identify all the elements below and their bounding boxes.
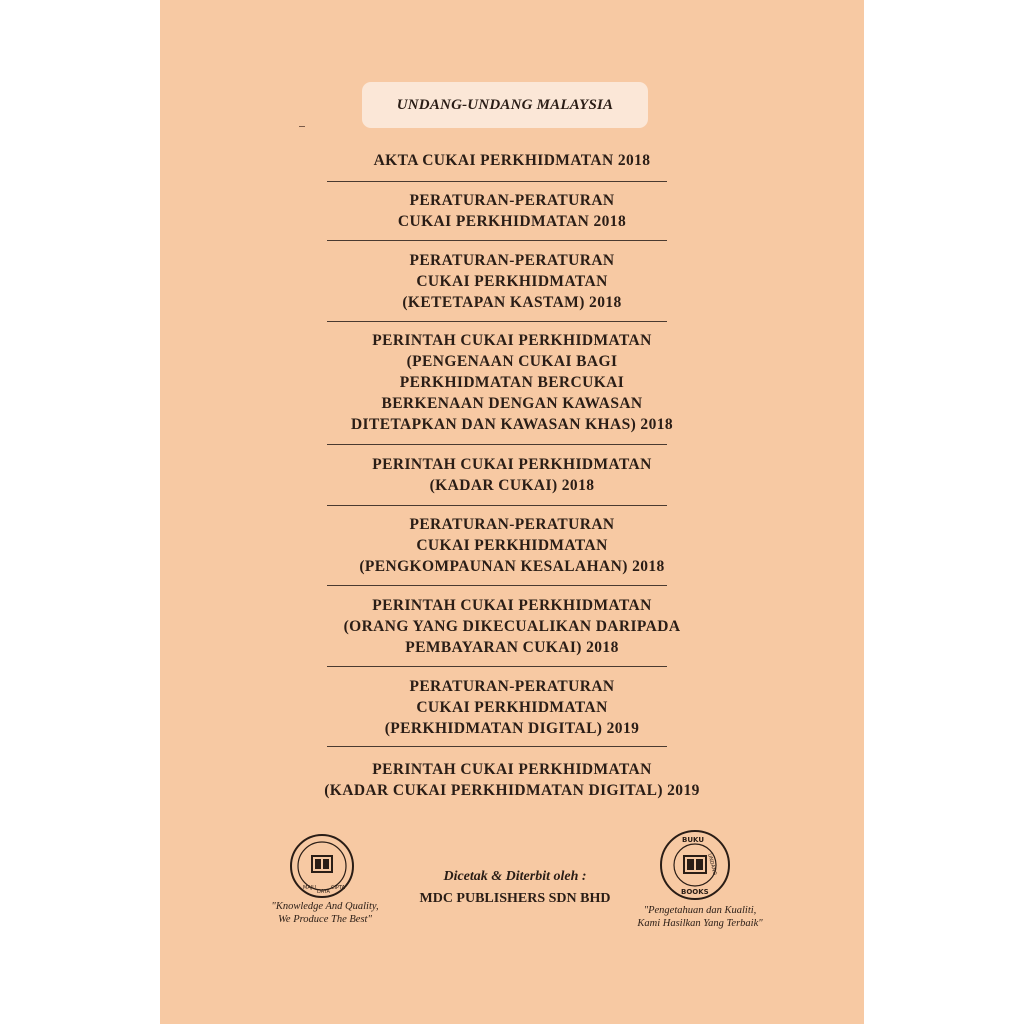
title-item bbox=[160, 759, 864, 801]
title-line: PERKHIDMATAN BERCUKAI bbox=[399, 374, 625, 391]
title-item bbox=[160, 676, 864, 739]
series-label-box bbox=[362, 82, 648, 128]
title-line: PERATURAN-PERATURAN bbox=[409, 252, 615, 269]
left-tagline bbox=[255, 900, 395, 926]
title-line: PEMBAYARAN CUKAI) 2018 bbox=[405, 639, 619, 656]
divider-rule bbox=[327, 321, 667, 322]
logo-text: CIPTA bbox=[331, 885, 346, 891]
title-line: PERINTAH CUKAI PERKHIDMATAN bbox=[372, 456, 652, 473]
publisher-block bbox=[375, 866, 655, 910]
cover-speck bbox=[299, 126, 305, 127]
publisher-footer bbox=[160, 820, 864, 940]
title-item bbox=[160, 454, 864, 496]
mdc-logo-icon bbox=[290, 834, 354, 898]
tagline-line: "Knowledge And Quality, bbox=[271, 901, 379, 912]
title-line: (ORANG YANG DIKECUALIKAN DARIPADA bbox=[343, 618, 681, 635]
tagline-line: We Produce The Best" bbox=[278, 914, 372, 925]
buku-books-logo-icon bbox=[660, 830, 730, 900]
logo-text: BUKU bbox=[682, 836, 705, 844]
divider-rule bbox=[327, 585, 667, 586]
title-line: CUKAI PERKHIDMATAN 2018 bbox=[397, 213, 627, 230]
logo-text: MAJU bbox=[303, 885, 316, 891]
logo-text: BOOKS bbox=[681, 888, 709, 896]
title-line: (KADAR CUKAI PERKHIDMATAN DIGITAL) 2019 bbox=[324, 782, 700, 799]
publisher-label: Dicetak & Diterbit oleh : bbox=[443, 869, 587, 884]
title-item bbox=[160, 190, 864, 232]
title-line: (PERKHIDMATAN DIGITAL) 2019 bbox=[384, 720, 640, 737]
title-line: (PENGKOMPAUNAN KESALAHAN) 2018 bbox=[359, 558, 665, 575]
title-item bbox=[160, 250, 864, 313]
title-line: CUKAI PERKHIDMATAN bbox=[416, 699, 608, 716]
divider-rule bbox=[327, 240, 667, 241]
title-line: PERATURAN-PERATURAN bbox=[409, 678, 615, 695]
title-line: (PENGENAAN CUKAI BAGI bbox=[406, 353, 618, 370]
title-line: PERINTAH CUKAI PERKHIDMATAN bbox=[372, 597, 652, 614]
logo-text: DAYA bbox=[317, 889, 330, 895]
title-line: CUKAI PERKHIDMATAN bbox=[416, 273, 608, 290]
series-label: UNDANG-UNDANG MALAYSIA bbox=[396, 96, 614, 113]
tagline-line: Kami Hasilkan Yang Terbaik" bbox=[637, 918, 763, 929]
title-line: PERATURAN-PERATURAN bbox=[409, 192, 615, 209]
right-tagline bbox=[620, 904, 780, 930]
publisher-name: MDC PUBLISHERS SDN BHD bbox=[419, 891, 611, 906]
title-item bbox=[160, 514, 864, 577]
tagline-line: "Pengetahuan dan Kualiti, bbox=[643, 905, 757, 916]
title-item bbox=[160, 595, 864, 658]
mdc-logo-graphic bbox=[292, 836, 352, 896]
divider-rule bbox=[327, 444, 667, 445]
book-cover bbox=[160, 0, 864, 1024]
title-line: PERINTAH CUKAI PERKHIDMATAN bbox=[372, 761, 652, 778]
title-line: (KADAR CUKAI) 2018 bbox=[429, 477, 595, 494]
logo-text: UNDANG bbox=[706, 852, 718, 876]
title-line: (KETETAPAN KASTAM) 2018 bbox=[402, 294, 622, 311]
divider-rule bbox=[327, 666, 667, 667]
title-line: PERINTAH CUKAI PERKHIDMATAN bbox=[372, 332, 652, 349]
title-line: PERATURAN-PERATURAN bbox=[409, 516, 615, 533]
buku-logo-graphic bbox=[662, 832, 728, 898]
divider-rule bbox=[327, 181, 667, 182]
title-line: DITETAPKAN DAN KAWASAN KHAS) 2018 bbox=[350, 416, 674, 433]
title-item bbox=[160, 150, 864, 171]
title-line: AKTA CUKAI PERKHIDMATAN 2018 bbox=[373, 152, 651, 169]
title-item bbox=[160, 330, 864, 435]
title-line: CUKAI PERKHIDMATAN bbox=[416, 537, 608, 554]
divider-rule bbox=[327, 505, 667, 506]
divider-rule bbox=[327, 746, 667, 747]
title-line: BERKENAAN DENGAN KAWASAN bbox=[381, 395, 643, 412]
